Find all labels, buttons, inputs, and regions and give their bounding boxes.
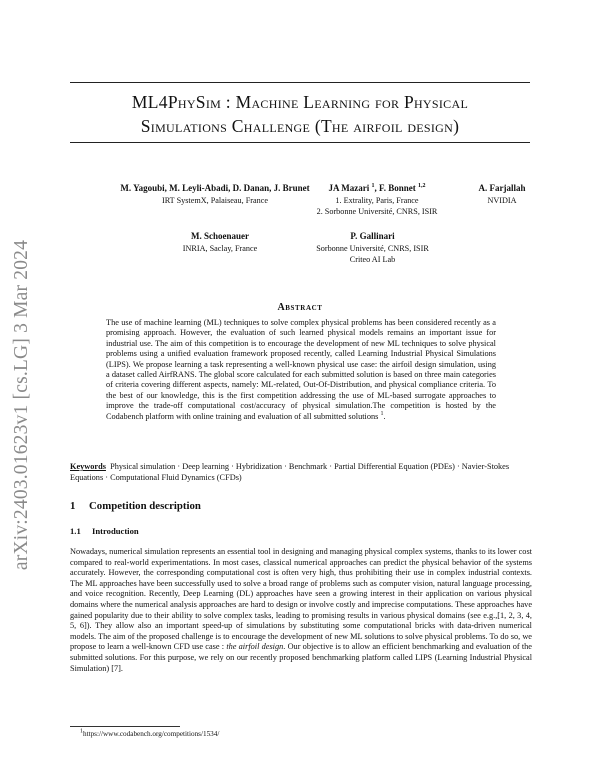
- abstract-heading: Abstract: [277, 302, 323, 313]
- intro-text-part2: . Our objective is to allow an efficient benchmarking and evaluation of the submitted solutions. For this purpose, we rely on our recently proposed benchmarking platform called LIPS (Learning Industrial Physical Simulation) [7].: [70, 642, 532, 673]
- footnote-number: 1: [80, 728, 83, 735]
- footnote-mark[interactable]: 1: [380, 410, 384, 417]
- author-name-mazari: JA Mazari: [328, 183, 370, 193]
- author-affiliation: Sorbonne Université, CNRS, ISIR: [316, 243, 429, 253]
- arxiv-stamp-text: arXiv:2403.01623v1 [cs.LG] 3 Mar 2024: [11, 239, 32, 571]
- subsection-title: Introduction: [92, 526, 139, 536]
- section-number: 1: [70, 500, 76, 512]
- subsection-heading: [70, 526, 139, 536]
- author-affiliation: 2. Sorbonne Université, CNRS, ISIR: [316, 207, 438, 216]
- intro-emphasis: the airfoil design: [226, 642, 284, 652]
- keywords-label: Keywords: [70, 462, 106, 471]
- subsection-number: 1.1: [70, 526, 81, 536]
- author-affiliation: Criteo AI Lab: [349, 255, 396, 264]
- affil-mark: 1: [371, 183, 375, 189]
- author-names: [302, 183, 452, 195]
- author-names: M. Schoenauer: [191, 231, 249, 241]
- author-group-4: [150, 231, 290, 254]
- title-top-rule: [70, 82, 530, 83]
- author-affiliation: 1. Extrality, Paris, France: [335, 195, 419, 205]
- author-names: P. Gallinari: [350, 231, 395, 241]
- keywords: [70, 462, 532, 483]
- title-line-2: Simulations Challenge (The airfoil design): [140, 116, 460, 136]
- author-names: M. Yagoubi, M. Leyli-Abadi, D. Danan, J. Brunet: [120, 183, 310, 193]
- title-line-1: ML4PhySim : Machine Learning for Physical: [131, 92, 469, 112]
- footnote: [80, 730, 219, 738]
- section-title: Competition description: [89, 500, 201, 512]
- author-group-5: [300, 231, 445, 266]
- footnote-link[interactable]: https://www.codabench.org/competitions/1534/: [83, 730, 220, 738]
- abstract-end: .: [383, 411, 386, 421]
- section-heading: [70, 500, 201, 512]
- author-affiliation: IRT SystemX, Palaiseau, France: [161, 195, 268, 205]
- keywords-text: Physical simulation · Deep learning · Hybridization · Benchmark · Partial Differential Equation (PDEs) · Navier-Stokes Equations · Computational Fluid Dynamics (CFDs): [70, 462, 510, 482]
- abstract-body: [106, 318, 496, 422]
- affil-mark: 1,2: [417, 183, 426, 189]
- title-bottom-rule: [70, 142, 530, 143]
- arxiv-stamp: [2, 240, 42, 570]
- paper-title: [70, 90, 530, 138]
- author-name-bonnet: , F. Bonnet: [374, 183, 416, 193]
- author-affiliation: INRIA, Saclay, France: [182, 243, 258, 253]
- footnote-rule: [70, 726, 180, 727]
- intro-paragraph: [70, 547, 532, 674]
- author-group-3: [462, 183, 542, 206]
- author-names: A. Farjallah: [478, 183, 526, 193]
- author-group-1: [110, 183, 320, 206]
- abstract-text: The use of machine learning (ML) techniques to solve complex physical problems has been considered recently as a promising approach. However, the evaluation of such learned physical models remains an important issue for industrial use. The aim of this competition is to encourage the development of new ML techniques to solve physical problems using a unified evaluation framework proposed recently, called Learning Industrial Physical Simulations (LIPS). We propose learning a task representing a well-known physical use case: the airfoil design simulation, using a dataset called AirfRANS. The global score calculated for each submitted solution is based on three main categories of criteria covering different aspects, namely: ML-related, Out-Of-Distribution, and physical compliance criteria. To the best of our knowledge, this is the first competition addressing the use of ML-based surrogate approaches to improve the trade-off computational cost/accuracy of physical simulation.The competition is hosted by the Codabench platform with online training and evaluation of all submitted solutions: [106, 318, 496, 421]
- author-affiliation: NVIDIA: [487, 195, 517, 205]
- intro-text-part1: Nowadays, numerical simulation represents an essential tool in designing and managing physical complex systems, thanks to its lower cost compared to real-world experimentations. In most cases, classical numerical approaches can predict the physical behavior of the systems accurately. However, the corresponding computational cost is often very high, thus prohibiting their use in complex industrial contexts. The ML approaches have been successfully used to solve a broad range of problems such as computer vision, natural language processing, and voice recognition. Recently, Deep Learning (DL) approaches have seen a growing interest in their application on various physical domains where the numerical analysis approaches are hard to design or involve costly and imprecise computations. These approaches have gained popularity due to their ability to solve complex tasks, leading to promising results in various physical domains (see e.g.,[1, 2, 3, 4, 5, 6]). They allow also an important speed-up of simulations by substituting some computational bricks with data-driven numerical models. The aim of the proposed challenge is to encourage the development of new ML solutions to solve physical problems. To do so, we propose to learn a well-known CFD use case :: [70, 547, 532, 652]
- author-group-2: [302, 183, 452, 218]
